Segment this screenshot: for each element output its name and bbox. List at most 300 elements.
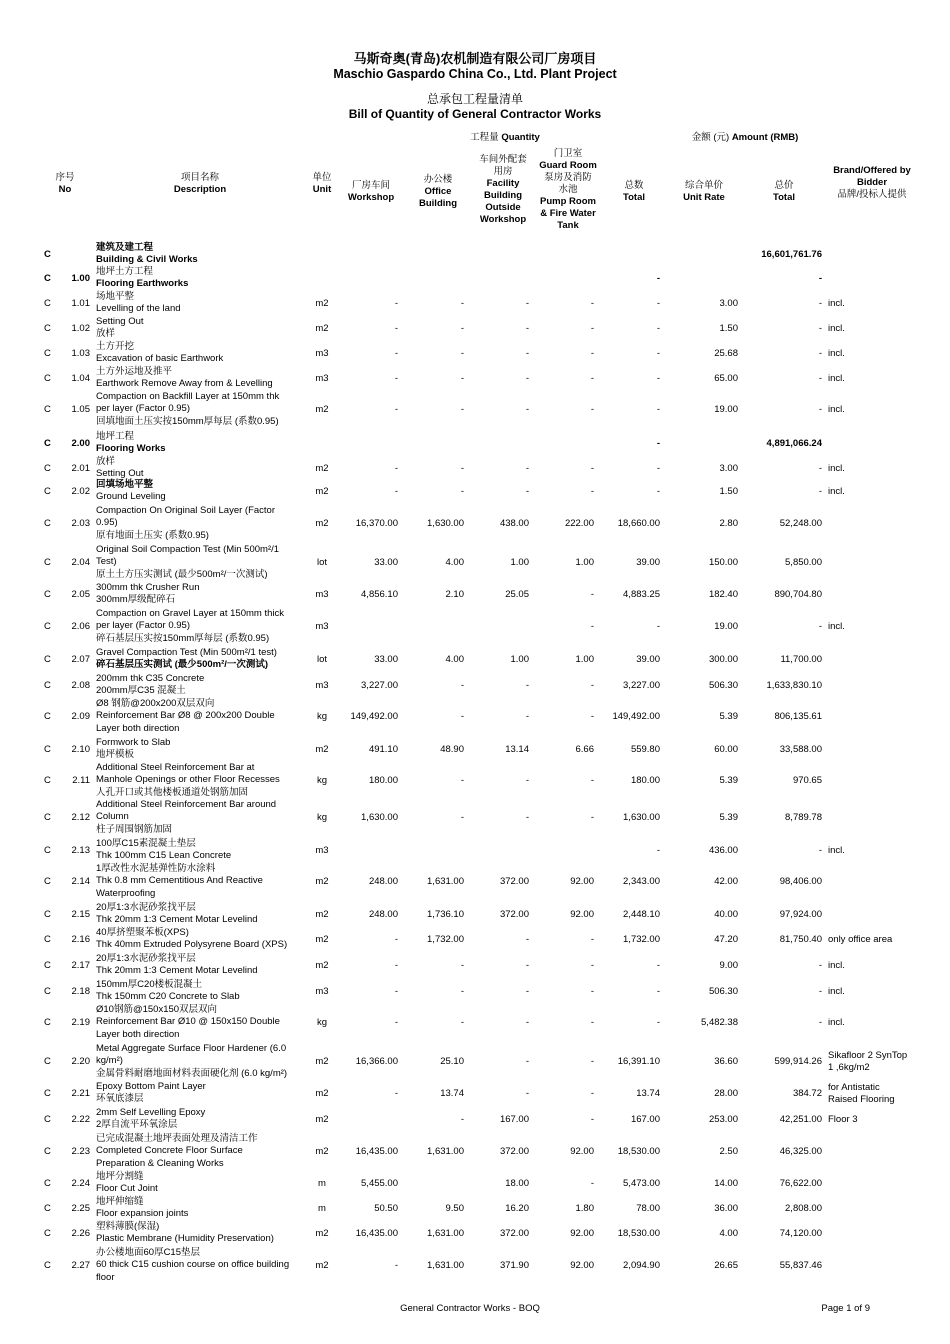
row-description: Metal Aggregate Surface Floor Hardener (6.0 kg/m²) 金属骨料耐磨地面材料表面硬化剂 (6.0 kg/m²) <box>96 1043 288 1079</box>
row-description: 2mm Self Levelling Epoxy 2厚自流平环氧涂层 <box>96 1107 206 1131</box>
unit-rate: 5,482.38 <box>701 1017 738 1029</box>
qty-workshop: 180.00 <box>368 775 398 787</box>
row-number: 2.21 <box>71 1088 90 1100</box>
amount-total: - <box>818 986 822 998</box>
amount-total: - <box>818 960 822 972</box>
row-brand: only office area <box>828 934 893 946</box>
qty-office: 4.00 <box>445 557 464 569</box>
qty-total: 3,227.00 <box>623 680 660 692</box>
row-description: Formwork to Slab 地坪模板 <box>96 737 171 761</box>
amount-total: 2,808.00 <box>785 1203 822 1215</box>
row-number: 2.24 <box>71 1178 90 1190</box>
row-description: 地坪伸缩缝 Floor expansion joints <box>96 1196 189 1220</box>
qty-total: - <box>656 298 660 310</box>
row-brand: for Antistatic Raised Flooring <box>828 1082 895 1106</box>
qty-facility: 372.00 <box>499 876 529 888</box>
qty-workshop: - <box>394 463 398 475</box>
row-category: C <box>44 298 51 310</box>
row-description: 地坪分割缝 Floor Cut Joint <box>96 1171 158 1195</box>
row-unit: m2 <box>315 876 329 888</box>
row-number: 1.01 <box>71 298 90 310</box>
row-description: Additional Steel Reinforcement Bar at Manhole Openings or other Floor Recesses 人孔开口或其他楼板通道处钢筋加固 <box>96 762 280 798</box>
qty-total: - <box>656 323 660 335</box>
row-description: 塑料薄膜(保湿) Plastic Membrane (Humidity Preservation) <box>96 1221 274 1245</box>
row-description: 200mm thk C35 Concrete 200mm厚C35 混凝土 <box>96 673 205 697</box>
unit-rate: 4.00 <box>719 1228 738 1240</box>
row-unit: kg <box>316 1017 328 1029</box>
row-description: 20厚1:3水泥砂浆找平层 Thk 20mm 1:3 Cement Motar Levelind <box>96 953 258 977</box>
row-unit: m2 <box>315 323 329 335</box>
row-brand: Floor 3 <box>828 1114 858 1126</box>
qty-total: 18,530.00 <box>617 1146 660 1158</box>
amount-total: 55,837.46 <box>779 1260 822 1272</box>
amount-total: 599,914.26 <box>774 1056 822 1068</box>
unit-rate: 5.39 <box>719 711 738 723</box>
qty-workshop: 33.00 <box>374 654 398 666</box>
qty-guard-room: 222.00 <box>564 518 594 530</box>
row-unit: m2 <box>315 1228 329 1240</box>
qty-total: 167.00 <box>630 1114 660 1126</box>
row-number: 1.00 <box>71 273 90 285</box>
qty-total: 39.00 <box>636 654 660 666</box>
row-unit: m2 <box>315 1146 329 1158</box>
qty-workshop: - <box>394 1017 398 1029</box>
row-description: Original Soil Compaction Test (Min 500m²/1 Test) 原土土方压实测试 (最少500m²/一次测试) <box>96 544 280 580</box>
qty-guard-room: - <box>590 298 594 310</box>
qty-workshop: 491.10 <box>368 744 398 756</box>
row-description: 回填场地平整 Ground Leveling <box>96 479 166 503</box>
qty-guard-room: 92.00 <box>570 909 594 921</box>
footer-page-number: Page 1 of 9 <box>821 1303 870 1314</box>
qty-workshop: 33.00 <box>374 557 398 569</box>
qty-total: 1,630.00 <box>623 812 660 824</box>
amount-total: 52,248.00 <box>779 518 822 530</box>
row-unit: m3 <box>315 348 329 360</box>
qty-guard-room: 1.80 <box>575 1203 594 1215</box>
row-number: 2.01 <box>71 463 90 475</box>
qty-total: - <box>656 621 660 633</box>
row-category: C <box>44 323 51 335</box>
qty-facility: - <box>525 775 529 787</box>
qty-guard-room: - <box>590 812 594 824</box>
row-unit: m2 <box>315 1114 329 1126</box>
row-category: C <box>44 589 51 601</box>
unit-rate: 9.00 <box>719 960 738 972</box>
row-description: 1厚改性水泥基弹性防水涂料 Thk 0.8 mm Cementitious And Reactive Waterproofing <box>96 863 263 899</box>
amount-total: 8,789.78 <box>785 812 822 824</box>
unit-rate: 36.60 <box>714 1056 738 1068</box>
qty-office: - <box>460 323 464 335</box>
row-brand: incl. <box>828 486 845 498</box>
qty-total: 2,448.10 <box>623 909 660 921</box>
qty-guard-room: - <box>590 960 594 972</box>
col-office-header: 办公楼 Office Building <box>419 174 457 209</box>
row-unit: lot <box>316 654 328 666</box>
row-unit: m3 <box>315 621 329 633</box>
unit-rate: 19.00 <box>714 621 738 633</box>
row-description: 已完成混凝土地坪表面处理及清洁工作 Completed Concrete Floor Surface Preparation & Cleaning Works <box>96 1133 258 1169</box>
qty-guard-room: - <box>590 711 594 723</box>
qty-workshop: - <box>394 986 398 998</box>
row-number: 2.27 <box>71 1260 90 1272</box>
qty-facility: - <box>525 373 529 385</box>
unit-rate: 26.65 <box>714 1260 738 1272</box>
row-unit: lot <box>316 557 328 569</box>
row-category: C <box>44 909 51 921</box>
document-title-cn: 马斯奇奥(青岛)农机制造有限公司厂房项目 <box>353 51 597 66</box>
row-description: Ø10钢筋@150x150双层双向 Reinforcement Bar Ø10 @ 150x150 Double Layer both direction <box>96 1004 280 1040</box>
col-unit-rate-header: 综合单价 Unit Rate <box>683 180 725 203</box>
row-category: C <box>44 557 51 569</box>
qty-facility: 371.90 <box>499 1260 529 1272</box>
row-brand: Sikafloor 2 SynTop 1 ,6kg/m2 <box>828 1050 908 1074</box>
document-subtitle-en: Bill of Quantity of General Contractor Works <box>348 107 602 121</box>
row-unit: m2 <box>315 960 329 972</box>
qty-workshop: 16,435.00 <box>355 1146 398 1158</box>
qty-guard-room: - <box>590 404 594 416</box>
row-unit: m3 <box>315 986 329 998</box>
amount-total: - <box>818 373 822 385</box>
qty-workshop: - <box>394 323 398 335</box>
row-brand: incl. <box>828 348 845 360</box>
qty-workshop: 3,227.00 <box>361 680 398 692</box>
qty-workshop: - <box>394 373 398 385</box>
row-number: 2.19 <box>71 1017 90 1029</box>
col-amount-header: 总价 Total <box>773 180 795 203</box>
row-category: C <box>44 1114 51 1126</box>
qty-office: 1,631.00 <box>427 1228 464 1240</box>
row-number: 2.15 <box>71 909 90 921</box>
qty-guard-room: 1.00 <box>575 654 594 666</box>
row-brand: incl. <box>828 960 845 972</box>
unit-rate: 1.50 <box>719 486 738 498</box>
row-description: 土方外运地及推平 Earthwork Remove Away from & Levelling <box>96 366 273 390</box>
amount-total: - <box>818 845 822 857</box>
row-description: Setting Out 放样 <box>96 316 144 340</box>
row-description: 土方开挖 Excavation of basic Earthwork <box>96 341 224 365</box>
qty-total: - <box>656 986 660 998</box>
row-number: 2.12 <box>71 812 90 824</box>
row-unit: m2 <box>315 1056 329 1068</box>
row-category: C <box>44 1146 51 1158</box>
row-description: 放样 Setting Out <box>96 456 144 480</box>
qty-total: 2,343.00 <box>623 876 660 888</box>
amount-total: 890,704.80 <box>774 589 822 601</box>
qty-total: - <box>656 1017 660 1029</box>
qty-total: 16,391.10 <box>617 1056 660 1068</box>
qty-total: 149,492.00 <box>612 711 660 723</box>
qty-workshop: 4,856.10 <box>361 589 398 601</box>
qty-guard-room: 6.66 <box>575 744 594 756</box>
qty-office: 2.10 <box>445 589 464 601</box>
qty-office: 25.10 <box>440 1056 464 1068</box>
qty-guard-room: - <box>590 621 594 633</box>
row-category: C <box>44 1260 51 1272</box>
unit-rate: 3.00 <box>719 463 738 475</box>
row-category: C <box>44 273 51 285</box>
qty-facility: - <box>525 812 529 824</box>
row-number: 2.17 <box>71 960 90 972</box>
amount-total: - <box>818 348 822 360</box>
qty-office: 1,631.00 <box>427 1260 464 1272</box>
unit-rate: 1.50 <box>719 323 738 335</box>
row-unit: m <box>318 1178 326 1190</box>
amount-total: 4,891,066.24 <box>766 438 822 450</box>
row-description: 场地平整 Levelling of the land <box>96 291 181 315</box>
qty-office: 48.90 <box>440 744 464 756</box>
col-guard-header: 门卫室 Guard Room 泵房及消防 水池 Pump Room & Fire Water Tank <box>539 148 597 231</box>
row-number: 2.09 <box>71 711 90 723</box>
qty-guard-room: - <box>590 934 594 946</box>
row-category: C <box>44 711 51 723</box>
qty-facility: 1.00 <box>510 557 529 569</box>
amount-total: 97,924.00 <box>779 909 822 921</box>
row-description: Gravel Compaction Test (Min 500m²/1 test) 碎石基层压实测试 (最少500m²/一次测试) <box>96 647 277 671</box>
qty-office: - <box>460 348 464 360</box>
row-category: C <box>44 744 51 756</box>
row-brand: incl. <box>828 373 845 385</box>
row-number: 2.03 <box>71 518 90 530</box>
qty-total: 13.74 <box>636 1088 660 1100</box>
col-unit-header: 单位 Unit <box>312 172 332 195</box>
amount-total: 384.72 <box>792 1088 822 1100</box>
qty-guard-room: - <box>590 1178 594 1190</box>
row-description: 150mm厚C20楼板混凝土 Thk 150mm C20 Concrete to Slab <box>96 979 240 1003</box>
row-category: C <box>44 249 51 261</box>
row-category: C <box>44 404 51 416</box>
qty-workshop: - <box>394 486 398 498</box>
amount-total: 81,750.40 <box>779 934 822 946</box>
qty-total: 180.00 <box>630 775 660 787</box>
qty-office: - <box>460 463 464 475</box>
qty-office: - <box>460 711 464 723</box>
unit-rate: 150.00 <box>708 557 738 569</box>
unit-rate: 19.00 <box>714 404 738 416</box>
qty-office: 4.00 <box>445 654 464 666</box>
row-number: 2.04 <box>71 557 90 569</box>
amount-total: 46,325.00 <box>779 1146 822 1158</box>
qty-facility: - <box>525 298 529 310</box>
row-unit: m3 <box>315 845 329 857</box>
row-unit: m3 <box>315 680 329 692</box>
row-brand: incl. <box>828 621 845 633</box>
amount-total: 11,700.00 <box>780 654 822 666</box>
qty-facility: - <box>525 463 529 475</box>
row-category: C <box>44 876 51 888</box>
row-number: 1.04 <box>71 373 90 385</box>
qty-guard-room: - <box>590 1088 594 1100</box>
col-workshop-header: 厂房车间 Workshop <box>347 180 395 203</box>
unit-rate: 2.50 <box>719 1146 738 1158</box>
unit-rate: 40.00 <box>714 909 738 921</box>
qty-office: 13.74 <box>440 1088 464 1100</box>
qty-facility: 1.00 <box>510 654 529 666</box>
qty-facility: - <box>525 404 529 416</box>
row-brand: incl. <box>828 323 845 335</box>
row-number: 1.05 <box>71 404 90 416</box>
qty-facility: 13.14 <box>505 744 529 756</box>
row-number: 1.02 <box>71 323 90 335</box>
row-number: 2.10 <box>71 744 90 756</box>
row-number: 2.13 <box>71 845 90 857</box>
qty-facility: 372.00 <box>499 909 529 921</box>
row-unit: m3 <box>315 373 329 385</box>
row-category: C <box>44 621 51 633</box>
row-category: C <box>44 1178 51 1190</box>
qty-guard-room: - <box>590 775 594 787</box>
qty-guard-room: 92.00 <box>570 1228 594 1240</box>
row-number: 2.11 <box>72 775 90 787</box>
qty-office: - <box>460 1114 464 1126</box>
row-category: C <box>44 1228 51 1240</box>
qty-facility: - <box>525 680 529 692</box>
footer-document-name: General Contractor Works - BOQ <box>400 1303 540 1314</box>
row-category: C <box>44 518 51 530</box>
amount-total: - <box>818 298 822 310</box>
qty-total: 18,530.00 <box>617 1228 660 1240</box>
amount-total: - <box>818 463 822 475</box>
qty-facility: - <box>525 934 529 946</box>
unit-rate: 25.68 <box>714 348 738 360</box>
qty-guard-room: - <box>590 1056 594 1068</box>
unit-rate: 14.00 <box>714 1178 738 1190</box>
qty-office: - <box>460 680 464 692</box>
amount-total: 98,406.00 <box>779 876 822 888</box>
qty-office: 1,630.00 <box>427 518 464 530</box>
qty-total: 4,883.25 <box>623 589 660 601</box>
qty-office: - <box>460 298 464 310</box>
amount-total: 5,850.00 <box>785 557 822 569</box>
row-category: C <box>44 486 51 498</box>
qty-office: - <box>460 1017 464 1029</box>
row-number: 2.18 <box>71 986 90 998</box>
qty-facility: - <box>525 1088 529 1100</box>
qty-facility: 372.00 <box>499 1146 529 1158</box>
qty-guard-room: - <box>590 589 594 601</box>
row-unit: m2 <box>315 744 329 756</box>
qty-office: - <box>460 486 464 498</box>
qty-facility: - <box>525 711 529 723</box>
qty-office: - <box>460 775 464 787</box>
row-description: 20厚1:3水泥砂浆找平层 Thk 20mm 1:3 Cement Motar Levelind <box>96 902 258 926</box>
qty-total: 18,660.00 <box>617 518 660 530</box>
qty-office: 1,736.10 <box>427 909 464 921</box>
quantity-group-header: 工程量 Quantity <box>470 132 540 143</box>
qty-total: - <box>656 845 660 857</box>
row-description: 地坪土方工程 Flooring Earthworks <box>96 266 189 290</box>
row-description: Epoxy Bottom Paint Layer 环氧底漆层 <box>96 1081 206 1105</box>
row-unit: m2 <box>315 298 329 310</box>
qty-total: - <box>656 404 660 416</box>
amount-total: - <box>818 621 822 633</box>
qty-office: - <box>460 986 464 998</box>
row-category: C <box>44 934 51 946</box>
qty-facility: 25.05 <box>505 589 529 601</box>
row-unit: m2 <box>315 404 329 416</box>
col-no-header: 序号 No <box>55 172 75 195</box>
row-unit: kg <box>316 775 328 787</box>
amount-total: - <box>818 323 822 335</box>
row-number: 2.05 <box>71 589 90 601</box>
qty-guard-room: - <box>590 463 594 475</box>
qty-total: 5,473.00 <box>623 1178 660 1190</box>
qty-workshop: 149,492.00 <box>350 711 398 723</box>
qty-total: - <box>656 438 660 450</box>
row-category: C <box>44 680 51 692</box>
row-description: Additional Steel Reinforcement Bar around Column 柱子周围钢筋加固 <box>96 799 277 835</box>
row-category: C <box>44 463 51 475</box>
qty-total: - <box>656 273 660 285</box>
qty-workshop: 16,435.00 <box>355 1228 398 1240</box>
row-description: 300mm thk Crusher Run 300mm厚级配碎石 <box>96 582 200 606</box>
qty-office: - <box>460 960 464 972</box>
qty-office: 1,631.00 <box>427 876 464 888</box>
row-unit: kg <box>316 812 328 824</box>
row-unit: m2 <box>315 486 329 498</box>
document-subtitle-cn: 总承包工程量清单 <box>426 92 523 106</box>
amount-total: 970.65 <box>792 775 822 787</box>
qty-facility: - <box>525 1017 529 1029</box>
qty-guard-room: - <box>590 486 594 498</box>
row-description: Ø8 钢筋@200x200双层双向 Reinforcement Bar Ø8 @ 200x200 Double Layer both direction <box>96 698 275 734</box>
row-unit: m2 <box>315 934 329 946</box>
qty-facility: - <box>525 323 529 335</box>
qty-total: - <box>656 960 660 972</box>
qty-facility: - <box>525 486 529 498</box>
qty-office: - <box>460 812 464 824</box>
qty-facility: - <box>525 960 529 972</box>
qty-workshop: - <box>394 960 398 972</box>
row-brand: incl. <box>828 463 845 475</box>
amount-total: 33,588.00 <box>779 744 822 756</box>
qty-total: 78.00 <box>636 1203 660 1215</box>
qty-total: 1,732.00 <box>623 934 660 946</box>
amount-total: 1,633,830.10 <box>766 680 822 692</box>
row-number: 2.25 <box>71 1203 90 1215</box>
unit-rate: 5.39 <box>719 812 738 824</box>
qty-facility: 167.00 <box>499 1114 529 1126</box>
amount-total: 16,601,761.76 <box>761 249 822 261</box>
row-number: 2.02 <box>71 486 90 498</box>
row-unit: m2 <box>315 518 329 530</box>
qty-guard-room: - <box>590 1017 594 1029</box>
unit-rate: 28.00 <box>714 1088 738 1100</box>
col-description-header: 项目名称 Description <box>173 172 227 195</box>
qty-facility: - <box>525 986 529 998</box>
qty-guard-room: - <box>590 323 594 335</box>
row-category: C <box>44 1056 51 1068</box>
qty-office: 1,631.00 <box>427 1146 464 1158</box>
qty-total: 2,094.90 <box>623 1260 660 1272</box>
row-number: 2.06 <box>71 621 90 633</box>
amount-total: 74,120.00 <box>779 1228 822 1240</box>
row-category: C <box>44 373 51 385</box>
row-category: C <box>44 654 51 666</box>
qty-workshop: - <box>394 1088 398 1100</box>
unit-rate: 436.00 <box>708 845 738 857</box>
row-category: C <box>44 986 51 998</box>
unit-rate: 253.00 <box>708 1114 738 1126</box>
qty-guard-room: 92.00 <box>570 1260 594 1272</box>
qty-guard-room: 92.00 <box>570 876 594 888</box>
row-brand: incl. <box>828 986 845 998</box>
unit-rate: 506.30 <box>708 680 738 692</box>
row-brand: incl. <box>828 845 845 857</box>
amount-total: - <box>818 1017 822 1029</box>
qty-facility: - <box>525 1056 529 1068</box>
qty-total: - <box>656 348 660 360</box>
unit-rate: 36.00 <box>714 1203 738 1215</box>
